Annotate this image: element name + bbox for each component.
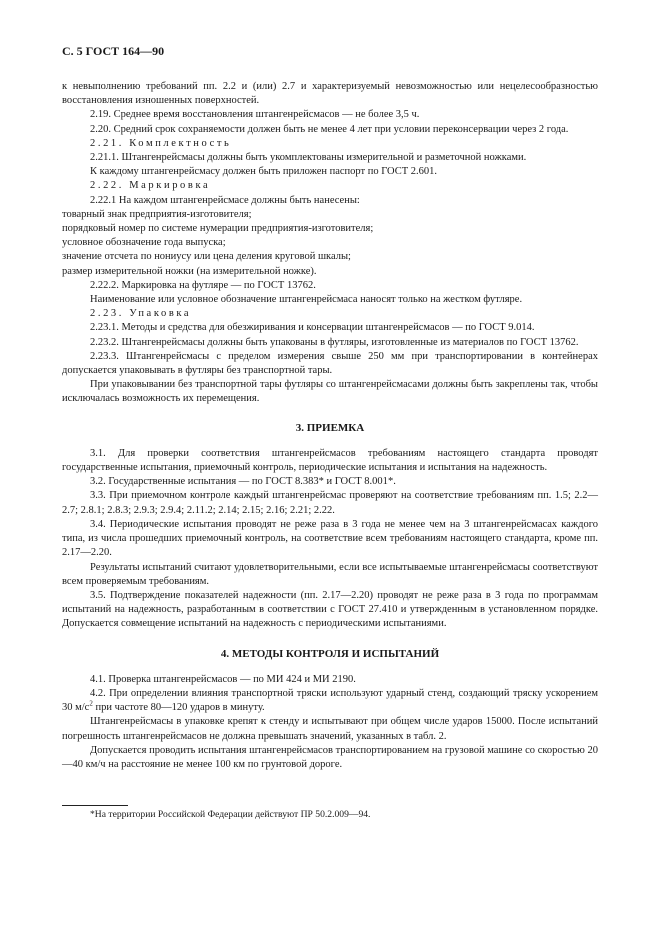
list-item: товарный знак предприятия-изготовителя; <box>62 208 252 220</box>
list-item: размер измерительной ножки (на измерительной ножке). <box>62 265 317 277</box>
footnote: *На территории Российской Федерации действуют ПР 50.2.009—94. <box>90 809 371 820</box>
page-header: С. 5 ГОСТ 164—90 <box>62 44 165 58</box>
list-item: значение отсчета по нониусу или цена деления круговой шкалы; <box>62 251 351 263</box>
paragraph: При упаковывании без транспортной тары футляры со штангенрейсмасами должны быть закреплены так, чтобы исключалась возможность их перемещения. <box>62 379 598 405</box>
subsection-heading: 2.23. Упаковка <box>90 308 192 320</box>
subsection-heading: 2.21. Комплектность <box>90 137 232 149</box>
footnote-divider <box>62 805 128 806</box>
footnote-mark: *. <box>387 476 396 488</box>
paragraph: 3.3. При приемочном контроле каждый штангенрейсмас проверяют на соответствие требованиям пп. 1.5; 2.2—2.7; 2.8.1; 2.8.3; 2.9.3; 2.9.4; 2.11.2; 2.14; 2.15; 2.16; 2.21; 2.22. <box>62 490 598 516</box>
paragraph: Наименование или условное обозначение штангенрейсмаса наносят только на жестком футляре. <box>90 294 523 306</box>
section-title-acceptance: 3. ПРИЕМКА <box>295 421 365 434</box>
text: 4.2. При определении влияния транспортной тряски используют ударный стенд, создающий тряску ускорением 30 м/с <box>62 687 598 714</box>
text: и ГОСТ 8.001 <box>323 476 388 488</box>
text: при частоте 80—120 ударов в минуту. <box>92 702 265 714</box>
subsection-heading: 2.22. Маркировка <box>90 180 211 192</box>
paragraph: Допускается проводить испытания штангенрейсмасов транспортированием на грузовой машине со скоростью 20—40 км/ч на расстояние не менее 100 км по грунтовой дороге. <box>62 744 598 770</box>
paragraph: 4.1. Проверка штангенрейсмасов — по МИ 424 и МИ 2190. <box>90 673 356 685</box>
paragraph: 2.23.3. Штангенрейсмасы с пределом измерения свыше 250 мм при транспортировании в контейнерах допускается упаковывать в футляры без транспортной тары. <box>62 350 598 377</box>
superscript: 2 <box>89 699 93 708</box>
paragraph: 3.1. Для проверки соответствия штангенрейсмасов требованиям настоящего стандарта проводят государственные испытания, приемочный контроль, периодические испытания и испытания на надежность. <box>62 447 598 474</box>
section-title-methods: 4. МЕТОДЫ КОНТРОЛЯ И ИСПЫТАНИЙ <box>220 647 440 660</box>
paragraph: 2.21.1. Штангенрейсмасы должны быть укомплектованы измерительной и разметочной ножками. <box>90 152 527 164</box>
paragraph: 2.23.1. Методы и средства для обезжиривания и консервации штангенрейсмасов — по ГОСТ 9.014. <box>90 322 535 334</box>
paragraph: 3.4. Периодические испытания проводят не реже раза в 3 года не менее чем на 3 штангенрейсмасах каждого типа, из числа прошедших приемочный контроль, на соответствие всем требованиям настоящего стандарта, кроме пп. 2.17—2.20. <box>62 518 598 559</box>
paragraph: 2.22.1 На каждом штангенрейсмасе должны быть нанесены: <box>90 194 360 206</box>
list-item: условное обозначение года выпуска; <box>62 237 226 249</box>
paragraph-3-2 <box>62 475 598 489</box>
paragraph: 2.19. Среднее время восстановления штангенрейсмасов — не более 3,5 ч. <box>90 109 420 121</box>
paragraph-4-2 <box>62 687 598 715</box>
paragraph: 2.20. Средний срок сохраняемости должен быть не менее 4 лет при условии переконсервации через 2 года. <box>90 123 569 135</box>
paragraph: 3.5. Подтверждение показателей надежности (пп. 2.17—2.20) проводят не реже раза в 3 года по программам испытаний на надежность, разработанным в соответствии с ГОСТ 27.410 и утвержденным в установленном порядке. Допускается совмещение испытаний на надежность с периодическими испытаниями. <box>62 589 598 630</box>
paragraph: Штангенрейсмасы в упаковке крепят к стенду и испытывают при общем числе ударов 15000. После испытаний погрешность штангенрейсмасов не должна превышать значений, указанных в табл. 2. <box>62 716 598 742</box>
paragraph: К каждому штангенрейсмасу должен быть приложен паспорт по ГОСТ 2.601. <box>90 166 438 178</box>
paragraph: Результаты испытаний считают удовлетворительными, если все испытываемые штангенрейсмасы соответствуют всем проверяемым требованиям. <box>62 561 598 587</box>
paragraph: 2.22.2. Маркировка на футляре — по ГОСТ 13762. <box>90 279 316 291</box>
list-item: порядковый номер по системе нумерации предприятия-изготовителя; <box>62 223 374 235</box>
paragraph: 2.23.2. Штангенрейсмасы должны быть упакованы в футляры, изготовленные из материалов по ГОСТ 13762. <box>90 336 579 348</box>
document-body <box>62 80 598 772</box>
paragraph: к невыполнению требований пп. 2.2 и (или) 2.7 и характеризуемый невозможностью или нецелесообразностью восстановления изношенных поверхностей. <box>62 81 598 107</box>
text: 3.2. Государственные испытания — по ГОСТ 8.383 <box>90 476 319 488</box>
footnote-mark: * <box>318 476 324 488</box>
